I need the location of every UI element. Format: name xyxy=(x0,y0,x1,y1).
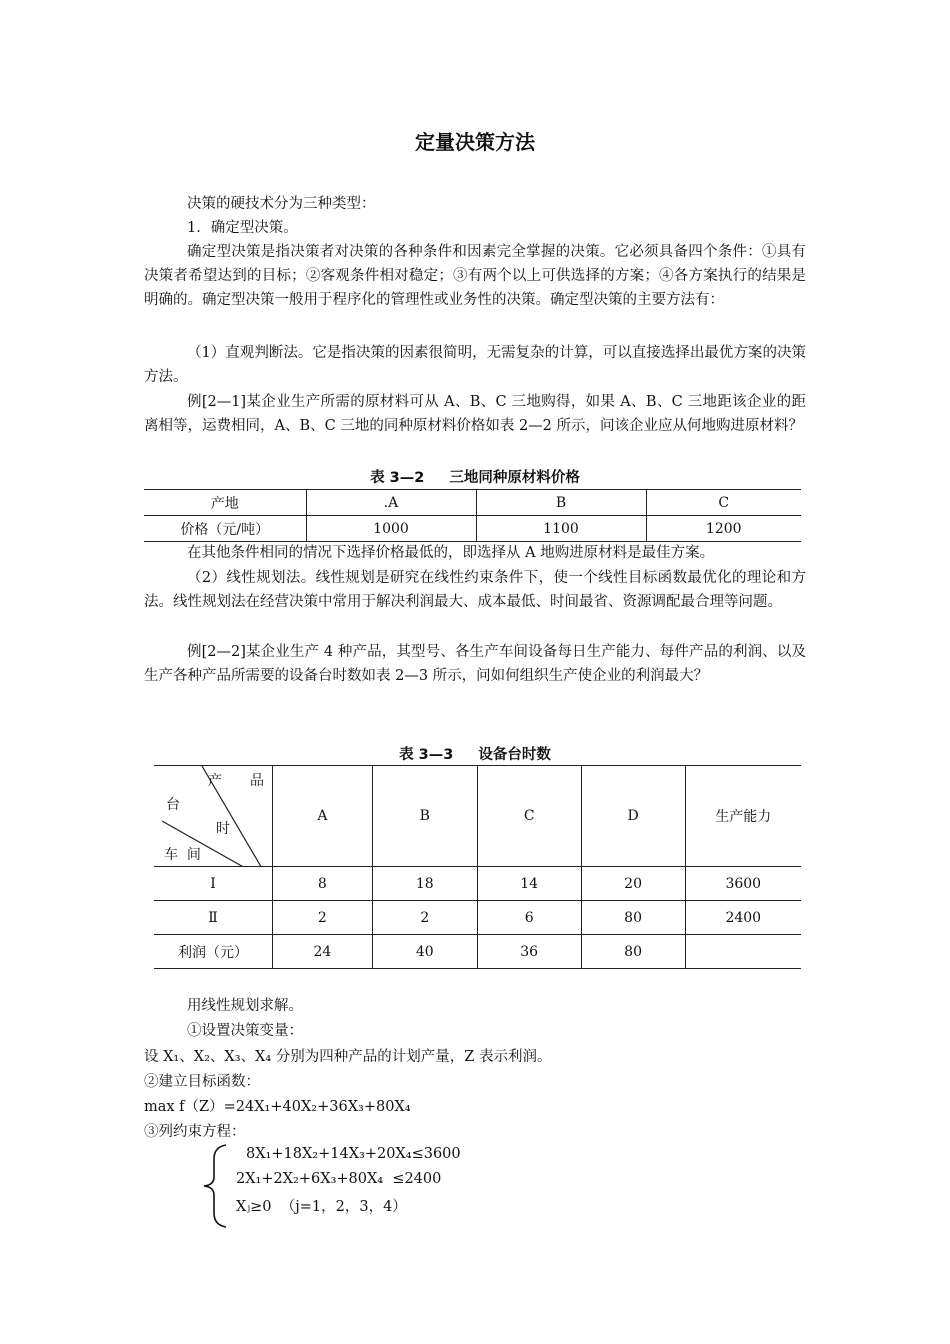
table-cell: 40 xyxy=(372,935,477,969)
table-cell: 20 xyxy=(581,867,685,901)
table-row xyxy=(144,516,801,542)
table-cell: 价格（元/吨） xyxy=(144,516,306,542)
table-cell: C xyxy=(646,490,801,516)
corner-label-chan: 产 xyxy=(208,773,222,789)
table-header-cell: 生产能力 xyxy=(685,766,801,867)
table-cell: 8 xyxy=(272,867,372,901)
table2-caption-number: 表 3—3 xyxy=(399,747,454,763)
table-cell: 14 xyxy=(477,867,581,901)
table-cell: .A xyxy=(306,490,476,516)
solve-line: 用线性规划求解。 xyxy=(187,998,303,1014)
objective-function: max f（Z）=24X₁+40X₂+36X₃+80X₄ xyxy=(144,1099,411,1115)
definition-paragraph: 确定型决策是指决策者对决策的各种条件和因素完全掌握的决策。它必须具备四个条件：①具有决策者希望达到的目标；②客观条件相对稳定；③有两个以上可供选择的方案；④各方案执行的结果是明确的。确定型决策一般用于程序化的管理性或业务性的决策。确定型决策的主要方法有： xyxy=(144,244,806,308)
table-cell: 3600 xyxy=(685,867,801,901)
table-header-cell: C xyxy=(477,766,581,867)
table-cell: 1100 xyxy=(476,516,646,542)
table1-caption xyxy=(144,466,806,487)
table-cell: B xyxy=(476,490,646,516)
type1-heading: 1．确定型决策。 xyxy=(187,220,298,236)
table2-caption-title: 设备台时数 xyxy=(478,747,551,763)
example2-paragraph: 例[2—2]某企业生产 4 种产品，其型号、各生产车间设备每日生产能力、每件产品的利润、以及生产各种产品所需要的设备台时数如表 2—3 所示，问如何组织生产使企业的利润最大？ xyxy=(144,644,806,684)
table-header-cell: D xyxy=(581,766,685,867)
table-cell: Ⅱ xyxy=(154,901,272,935)
table-cell: 2400 xyxy=(685,901,801,935)
conclusion1-paragraph: 在其他条件相同的情况下选择价格最低的，即选择从 A 地购进原材料是最佳方案。 xyxy=(187,545,715,561)
method1-paragraph: （1）直观判断法。它是指决策的因素很简明，无需复杂的计算，可以直接选择出最优方案的决策方法。 xyxy=(144,345,806,385)
page-title: 定量决策方法 xyxy=(415,130,535,154)
equipment-hours-table xyxy=(154,765,801,969)
table-cell: Ⅰ xyxy=(154,867,272,901)
table-cell: 1000 xyxy=(306,516,476,542)
table-row xyxy=(154,901,801,935)
table-header-row xyxy=(144,490,801,516)
table-cell: 利润（元） xyxy=(154,935,272,969)
constraint-2: 2X₁+2X₂+6X₃+80X₄ ≤2400 xyxy=(236,1171,442,1187)
table-row xyxy=(154,867,801,901)
table-cell: 80 xyxy=(581,935,685,969)
constraint-3: Xⱼ≥0 （j=1，2，3，4） xyxy=(236,1199,407,1215)
table-header-row xyxy=(154,766,801,867)
variables-line: 设 X₁、X₂、X₃、X₄ 分别为四种产品的计划产量，Z 表示利润。 xyxy=(144,1049,552,1065)
corner-label-pin: 品 xyxy=(250,773,264,789)
table-cell: 1200 xyxy=(646,516,801,542)
table-cell: 6 xyxy=(477,901,581,935)
table-cell: 2 xyxy=(272,901,372,935)
diagonal-header-cell xyxy=(154,766,272,867)
corner-label-chejian: 车 间 xyxy=(164,847,201,863)
table1-caption-title: 三地同种原材料价格 xyxy=(449,470,580,486)
step2-line: ②建立目标函数： xyxy=(144,1074,260,1090)
table-cell: 2 xyxy=(372,901,477,935)
constraint-1: 8X₁+18X₂+14X₃+20X₄≤3600 xyxy=(246,1146,461,1162)
table-cell: 36 xyxy=(477,935,581,969)
table-cell: 18 xyxy=(372,867,477,901)
constraint-system xyxy=(200,1143,500,1233)
corner-label-tai: 台 xyxy=(166,797,180,813)
table-cell xyxy=(685,935,801,969)
price-table xyxy=(144,489,801,542)
method2-paragraph: （2）线性规划法。线性规划是研究在线性约束条件下，使一个线性目标函数最优化的理论和方法。线性规划法在经营决策中常用于解决利润最大、成本最低、时间最省、资源调配最合理等问题。 xyxy=(144,570,806,610)
table2-caption xyxy=(144,743,806,764)
curly-brace-icon xyxy=(200,1143,230,1229)
step1-line: ①设置决策变量： xyxy=(187,1023,303,1039)
table-cell: 24 xyxy=(272,935,372,969)
table-cell: 产地 xyxy=(210,495,239,512)
step3-line: ③列约束方程： xyxy=(144,1124,246,1140)
corner-label-shi: 时 xyxy=(216,821,230,837)
table-cell: 80 xyxy=(581,901,685,935)
table1-caption-number: 表 3—2 xyxy=(370,470,425,486)
table-header-cell: A xyxy=(272,766,372,867)
table-row xyxy=(154,935,801,969)
intro-paragraph: 决策的硬技术分为三种类型： xyxy=(187,196,376,212)
table-header-cell: B xyxy=(372,766,477,867)
example1-paragraph: 例[2—1]某企业生产所需的原材料可从 A、B、C 三地购得，如果 A、B、C 三地距该企业的距离相等，运费相同，A、B、C 三地的同种原材料价格如表 2—2 所示，问该企业应从何地购进原材料？ xyxy=(144,394,806,434)
